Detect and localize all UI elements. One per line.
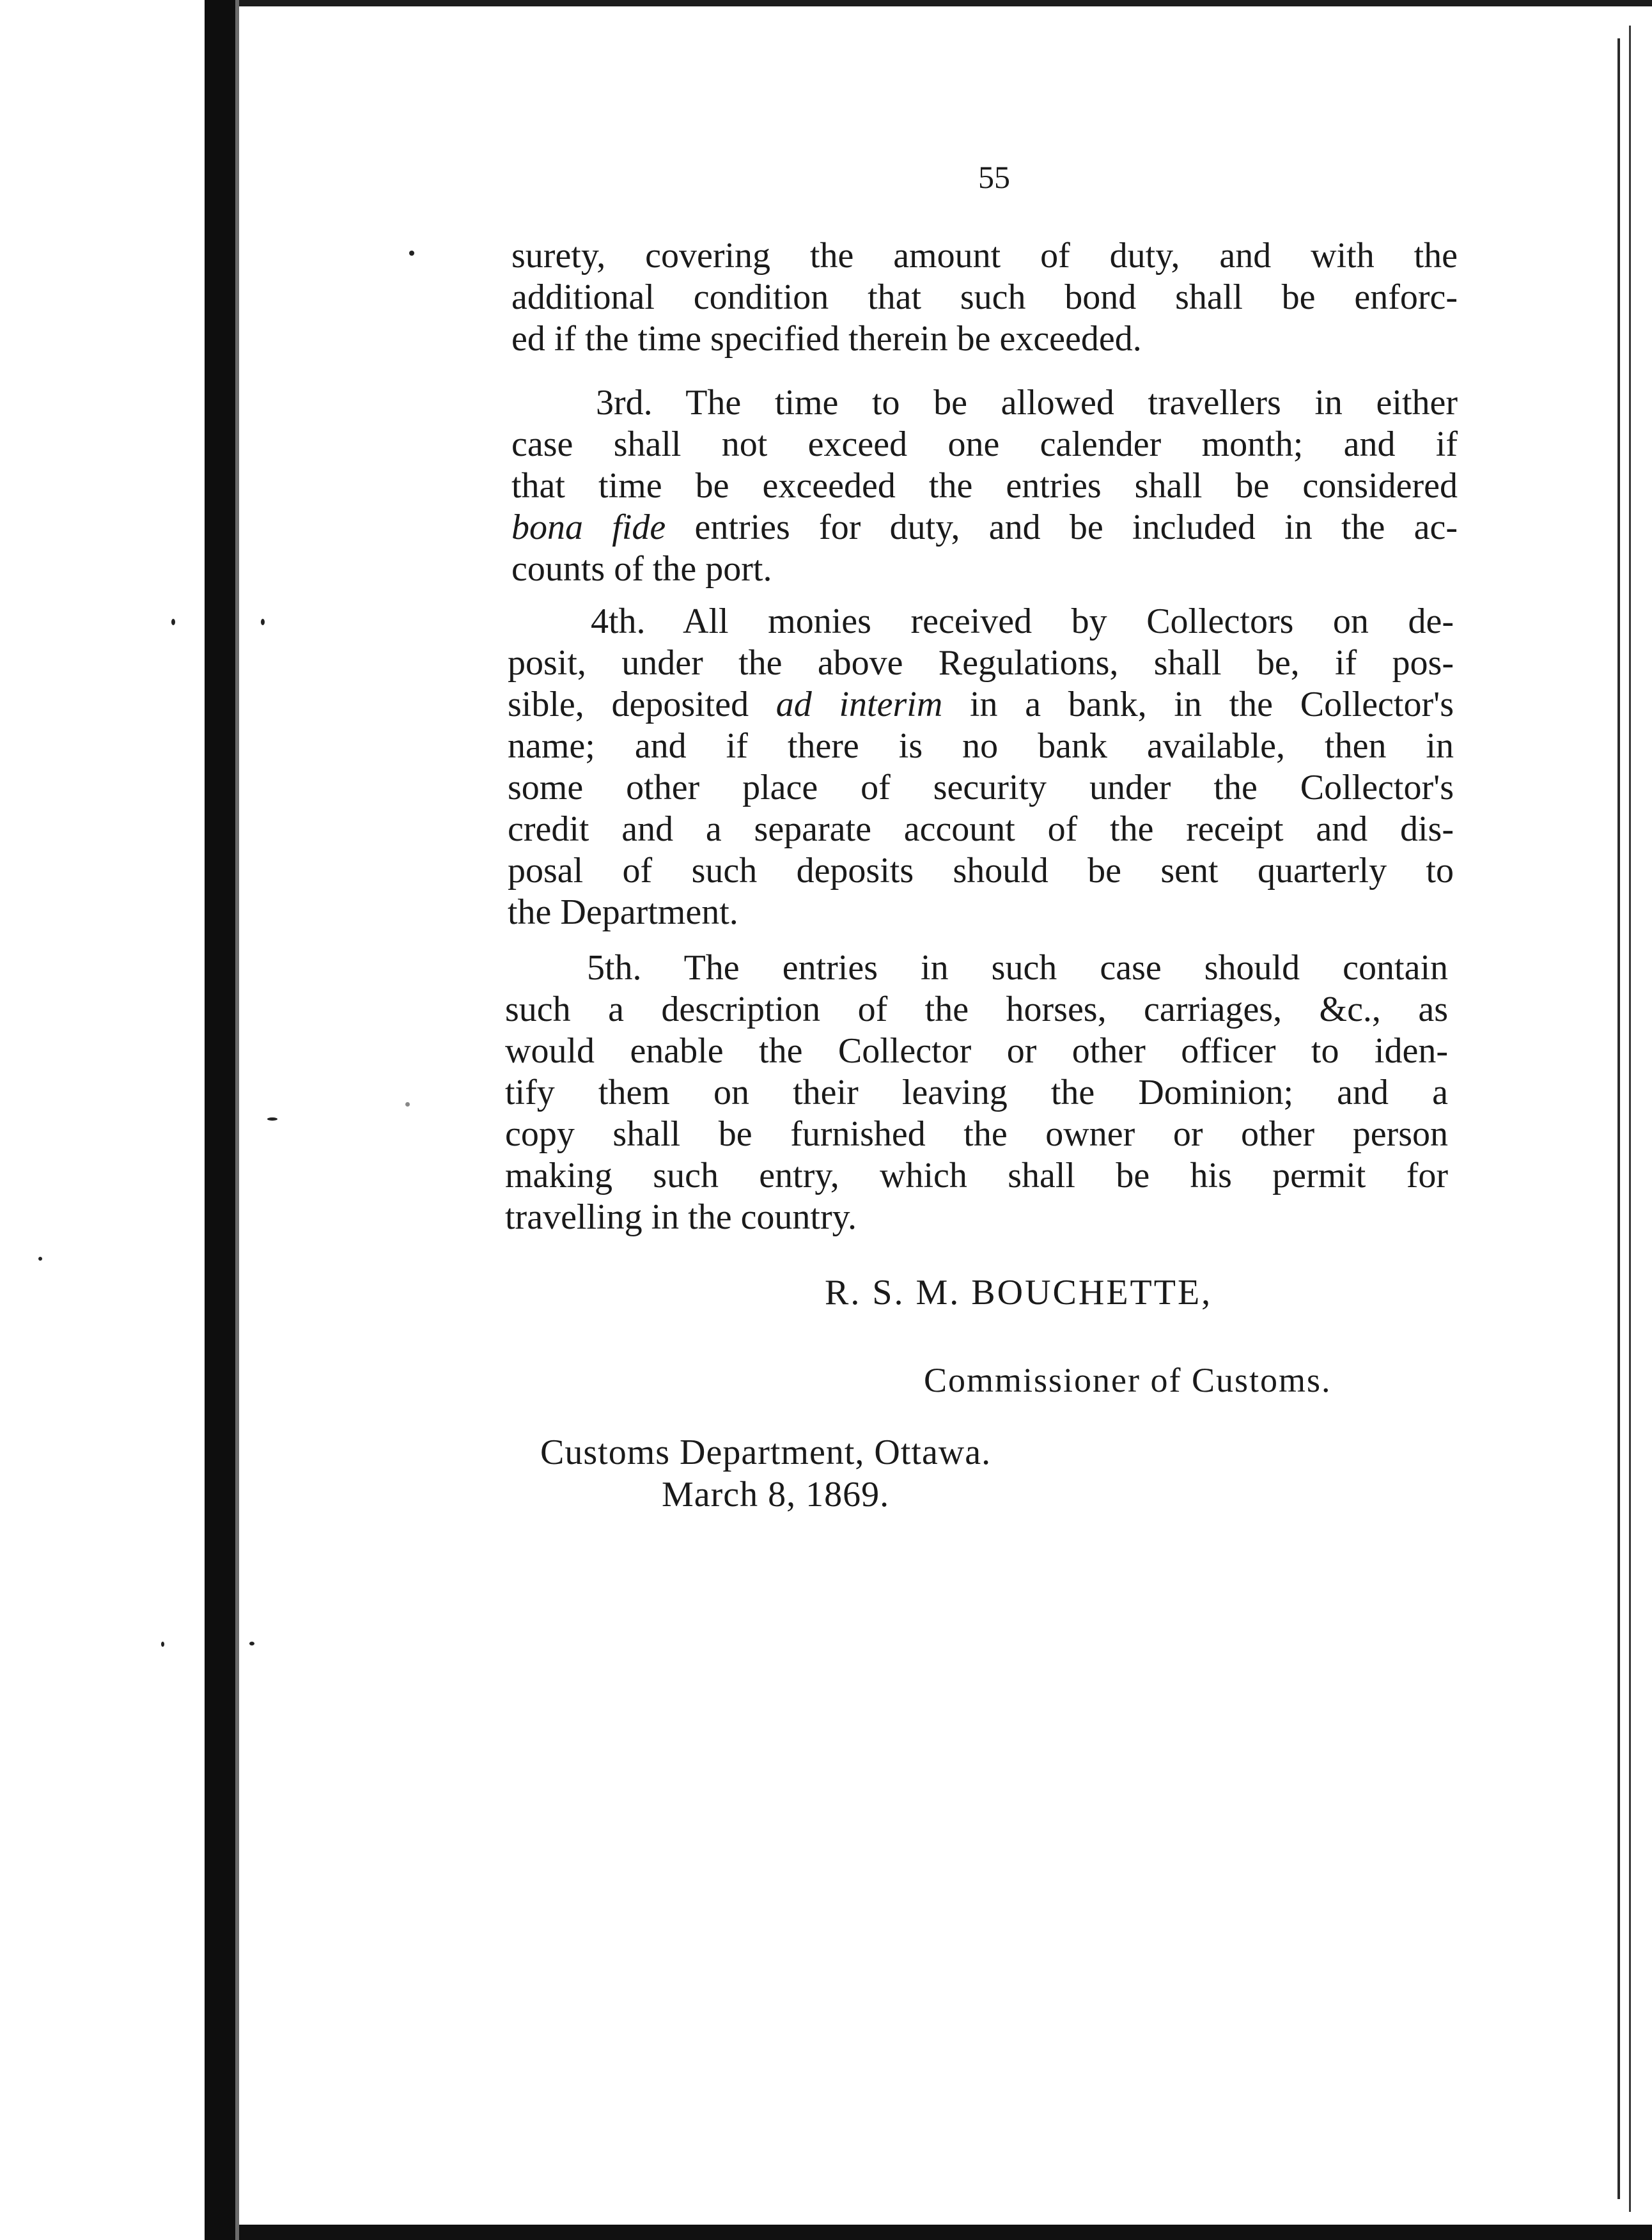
text-segment: in a bank, in the Collector's	[942, 685, 1454, 724]
scan-speck	[38, 1257, 42, 1261]
text-line: credit and a separate account of the receipt and dis-	[508, 809, 1454, 849]
text-line	[508, 684, 1454, 726]
page-number: 55	[978, 159, 1010, 195]
page-right-edge	[1617, 38, 1620, 2199]
text-line: surety, covering the amount of duty, and with the	[511, 236, 1458, 276]
scan-bottom-edge	[239, 2225, 1652, 2240]
text-line: tify them on their leaving the Dominion; and a	[505, 1073, 1448, 1112]
text-line: 5th. The entries in such case should contain	[587, 948, 1448, 988]
text-line: the Department.	[508, 892, 738, 932]
text-line: 4th. All monies received by Collectors on de-	[591, 602, 1454, 641]
issue-date: March 8, 1869.	[662, 1475, 890, 1514]
book-spine-shadow	[205, 0, 235, 2240]
text-line: that time be exceeded the entries shall be considered	[511, 466, 1458, 506]
scan-top-edge	[239, 0, 1652, 6]
paragraph-continuation	[511, 235, 1458, 360]
text-line: copy shall be furnished the owner or other person	[505, 1114, 1448, 1154]
text-line	[511, 507, 1458, 548]
text-line: ed if the time specified therein be exceeded.	[511, 319, 1142, 359]
italic-term: bona fide	[511, 508, 666, 547]
text-line: some other place of security under the Collector's	[508, 768, 1454, 807]
text-line: 3rd. The time to be allowed travellers in either	[596, 383, 1458, 423]
text-line: travelling in the country.	[505, 1197, 857, 1237]
paragraph-3rd	[511, 382, 1458, 590]
text-line: case shall not exceed one calender month; and if	[511, 424, 1458, 464]
scan-speck	[161, 1642, 164, 1647]
scan-speck	[267, 1117, 277, 1121]
text-line: posit, under the above Regulations, shall be, if pos-	[508, 643, 1454, 683]
signatory-name: R. S. M. BOUCHETTE,	[825, 1273, 1213, 1312]
text-line: making such entry, which shall be his permit for	[505, 1156, 1448, 1195]
text-segment: sible, deposited	[508, 685, 776, 724]
scan-speck	[405, 1102, 410, 1107]
paragraph-4th	[508, 601, 1454, 933]
scan-speck	[171, 619, 175, 625]
text-line: name; and if there is no bank available, then in	[508, 726, 1454, 766]
text-segment: entries for duty, and be included in the ac-	[666, 508, 1458, 547]
signatory-title: Commissioner of Customs.	[924, 1361, 1332, 1399]
scan-speck	[249, 1642, 254, 1645]
italic-term: ad interim	[775, 685, 943, 724]
text-line: would enable the Collector or other officer to iden-	[505, 1031, 1448, 1071]
scan-speck	[261, 619, 265, 625]
text-line: counts of the port.	[511, 549, 772, 589]
text-line: posal of such deposits should be sent quarterly to	[508, 851, 1454, 891]
issuing-office: Customs Department, Ottawa.	[540, 1433, 992, 1472]
scan-speck	[409, 251, 414, 256]
text-line: additional condition that such bond shall be enforc-	[511, 277, 1458, 317]
page-right-edge-outer	[1629, 26, 1631, 2212]
text-line: such a description of the horses, carriages, &c., as	[505, 990, 1448, 1029]
spine-edge	[235, 0, 239, 2240]
paragraph-5th	[505, 947, 1448, 1238]
